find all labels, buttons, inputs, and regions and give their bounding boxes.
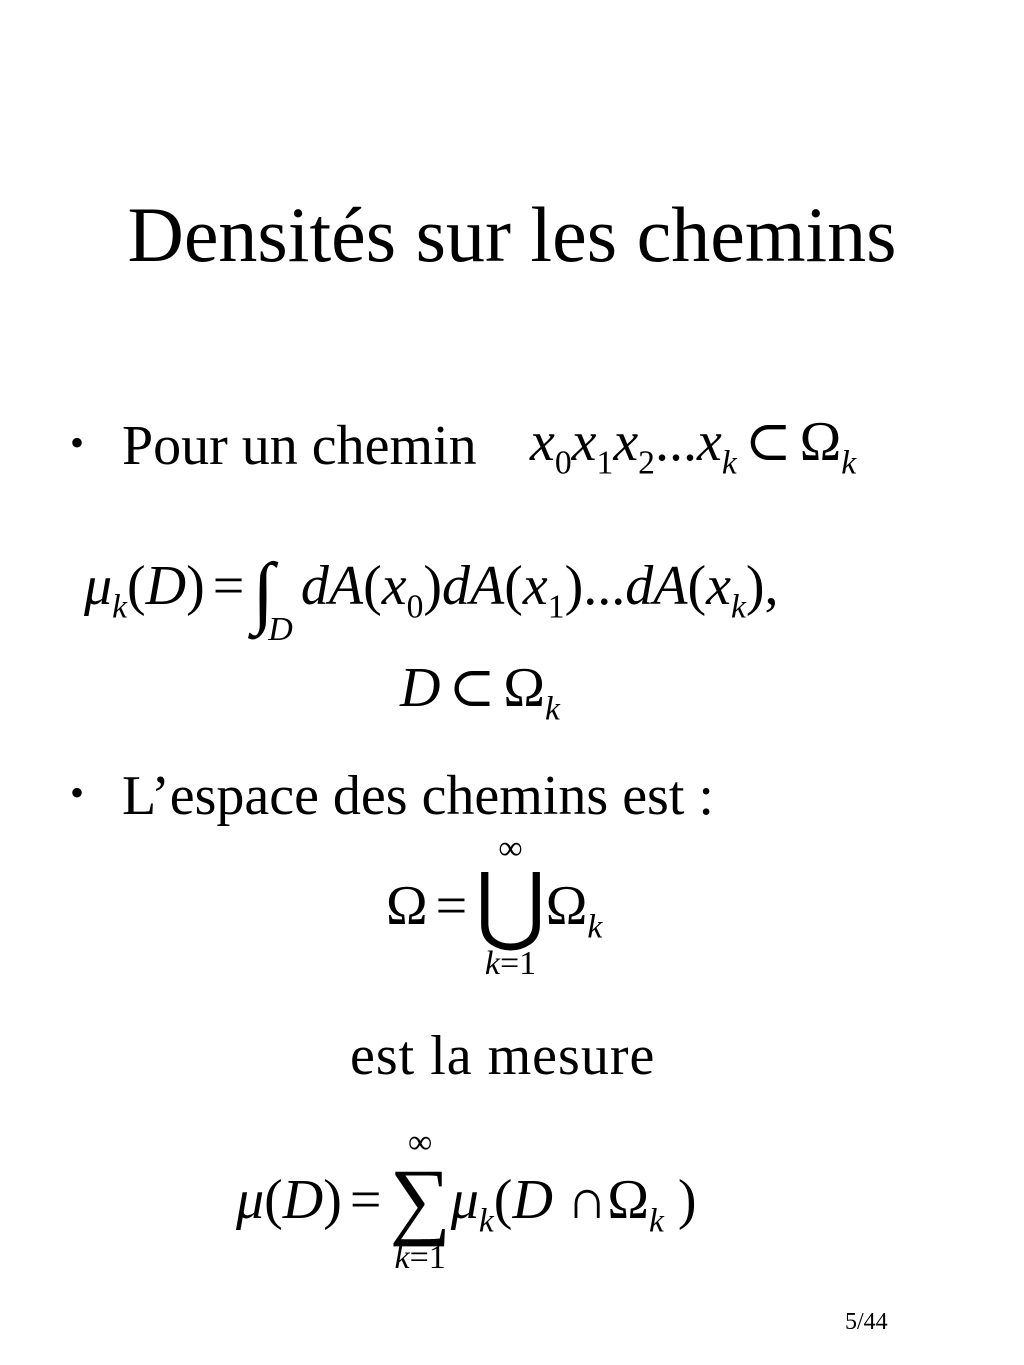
formula-sum: μ(D) = ∞ ∑ k=1 $\mu_k(D$ $\cap\Omega_k$ ) [236, 1124, 697, 1276]
formula-measure-k: $\mu_k(D) = \int_DdA(x_0)dA(x_1)...dA(x_k)$, [84, 548, 779, 648]
bullet-text: Pour un chemin [122, 415, 477, 477]
text-est-la-mesure: est la mesure [350, 1025, 656, 1087]
formula-domain: D ⊂ $\Omega_k$ [400, 657, 560, 728]
formula-path: $x_0x_1x_2...x_k$ ⊂ $\Omega_k$ [530, 411, 857, 482]
bullet-item-space [70, 765, 714, 827]
bullet-marker: • [70, 770, 85, 815]
slide-title: Densités sur les chemins [127, 191, 897, 278]
bullet-marker: • [70, 420, 85, 465]
page-number: 5/44 [845, 1309, 888, 1335]
bullet-item-path [70, 415, 477, 477]
formula-union: Ω = ∞ ⋃ k=1 $\Omega_k$ [386, 830, 603, 982]
bullet-text: L’espace des chemins est : [122, 765, 714, 827]
